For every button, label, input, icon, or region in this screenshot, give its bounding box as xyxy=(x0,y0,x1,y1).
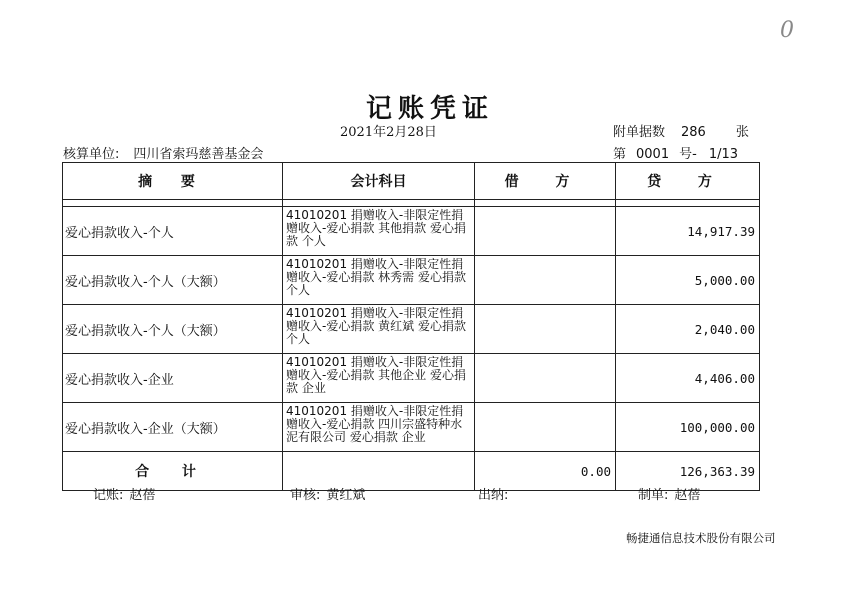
attachments-unit: 张 xyxy=(735,125,749,140)
accounting-unit-label: 核算单位: xyxy=(63,147,120,162)
row-credit: 4,406.00 xyxy=(616,354,760,403)
row-credit: 2,040.00 xyxy=(616,305,760,354)
accounting-unit xyxy=(63,143,263,162)
row-summary: 爱心捐款收入-个人 xyxy=(63,207,283,256)
row-account: 41010201 捐赠收入-非限定性捐赠收入-爱心捐款 其他企业 爱心捐款 企业 xyxy=(283,354,475,403)
bookkeeper-name: 赵蓓 xyxy=(129,488,156,503)
cashier-signature xyxy=(478,484,514,503)
header-credit: 贷 方 xyxy=(616,163,760,200)
preparer-label: 制单: xyxy=(638,488,669,503)
row-debit xyxy=(475,354,616,403)
row-account: 41010201 捐赠收入-非限定性捐赠收入-爱心捐款 林秀需 爱心捐款 个人 xyxy=(283,256,475,305)
cashier-label: 出纳: xyxy=(478,488,509,503)
handwritten-mark: 0 xyxy=(780,18,794,43)
attachments-label: 附单据数 xyxy=(613,125,666,140)
voucher-page: 1/13 xyxy=(708,147,739,162)
row-credit: 5,000.00 xyxy=(616,256,760,305)
row-summary: 爱心捐款收入-个人（大额） xyxy=(63,305,283,354)
row-debit xyxy=(475,207,616,256)
row-credit: 100,000.00 xyxy=(616,403,760,452)
attachments-info xyxy=(613,121,749,140)
software-company: 畅捷通信息技术股份有限公司 xyxy=(626,531,776,545)
total-debit: 0.00 xyxy=(475,452,616,491)
row-summary: 爱心捐款收入-个人（大额） xyxy=(63,256,283,305)
row-debit xyxy=(475,403,616,452)
voucher-number-value: 0001 xyxy=(636,147,670,162)
row-debit xyxy=(475,256,616,305)
row-account: 41010201 捐赠收入-非限定性捐赠收入-爱心捐款 黄红斌 爱心捐款 个人 xyxy=(283,305,475,354)
table-row xyxy=(63,305,760,354)
voucher-suffix: 号- xyxy=(679,147,697,162)
reviewer-label: 审核: xyxy=(290,488,321,503)
table-row xyxy=(63,256,760,305)
table-spacer xyxy=(63,200,760,207)
reviewer-signature xyxy=(290,484,365,503)
voucher-number xyxy=(613,143,738,162)
row-credit: 14,917.39 xyxy=(616,207,760,256)
total-label: 合 计 xyxy=(63,452,283,491)
voucher-prefix: 第 xyxy=(613,147,627,162)
preparer-name: 赵蓓 xyxy=(674,488,701,503)
accounting-unit-value: 四川省索玛慈善基金会 xyxy=(133,147,264,162)
total-credit: 126,363.39 xyxy=(616,452,760,491)
header-account: 会计科目 xyxy=(283,163,475,200)
bookkeeper-signature xyxy=(93,484,155,503)
row-debit xyxy=(475,305,616,354)
voucher-title: 记账凭证 xyxy=(365,94,494,124)
row-summary: 爱心捐款收入-企业 xyxy=(63,354,283,403)
voucher-table xyxy=(62,162,760,491)
row-account: 41010201 捐赠收入-非限定性捐赠收入-爱心捐款 四川宗盛特种水泥有限公司 爱心捐款 企业 xyxy=(283,403,475,452)
table-row xyxy=(63,354,760,403)
header-debit: 借 方 xyxy=(475,163,616,200)
row-account: 41010201 捐赠收入-非限定性捐赠收入-爱心捐款 其他捐款 爱心捐款 个人 xyxy=(283,207,475,256)
row-summary: 爱心捐款收入-企业（大额） xyxy=(63,403,283,452)
table-header-row xyxy=(63,163,760,200)
table-row xyxy=(63,207,760,256)
voucher-date: 2021年2月28日 xyxy=(340,125,437,140)
preparer-signature xyxy=(638,484,700,503)
bookkeeper-label: 记账: xyxy=(93,488,124,503)
reviewer-name: 黄红斌 xyxy=(326,488,366,503)
attachments-count: 286 xyxy=(681,125,706,140)
header-summary: 摘 要 xyxy=(63,163,283,200)
table-row xyxy=(63,403,760,452)
